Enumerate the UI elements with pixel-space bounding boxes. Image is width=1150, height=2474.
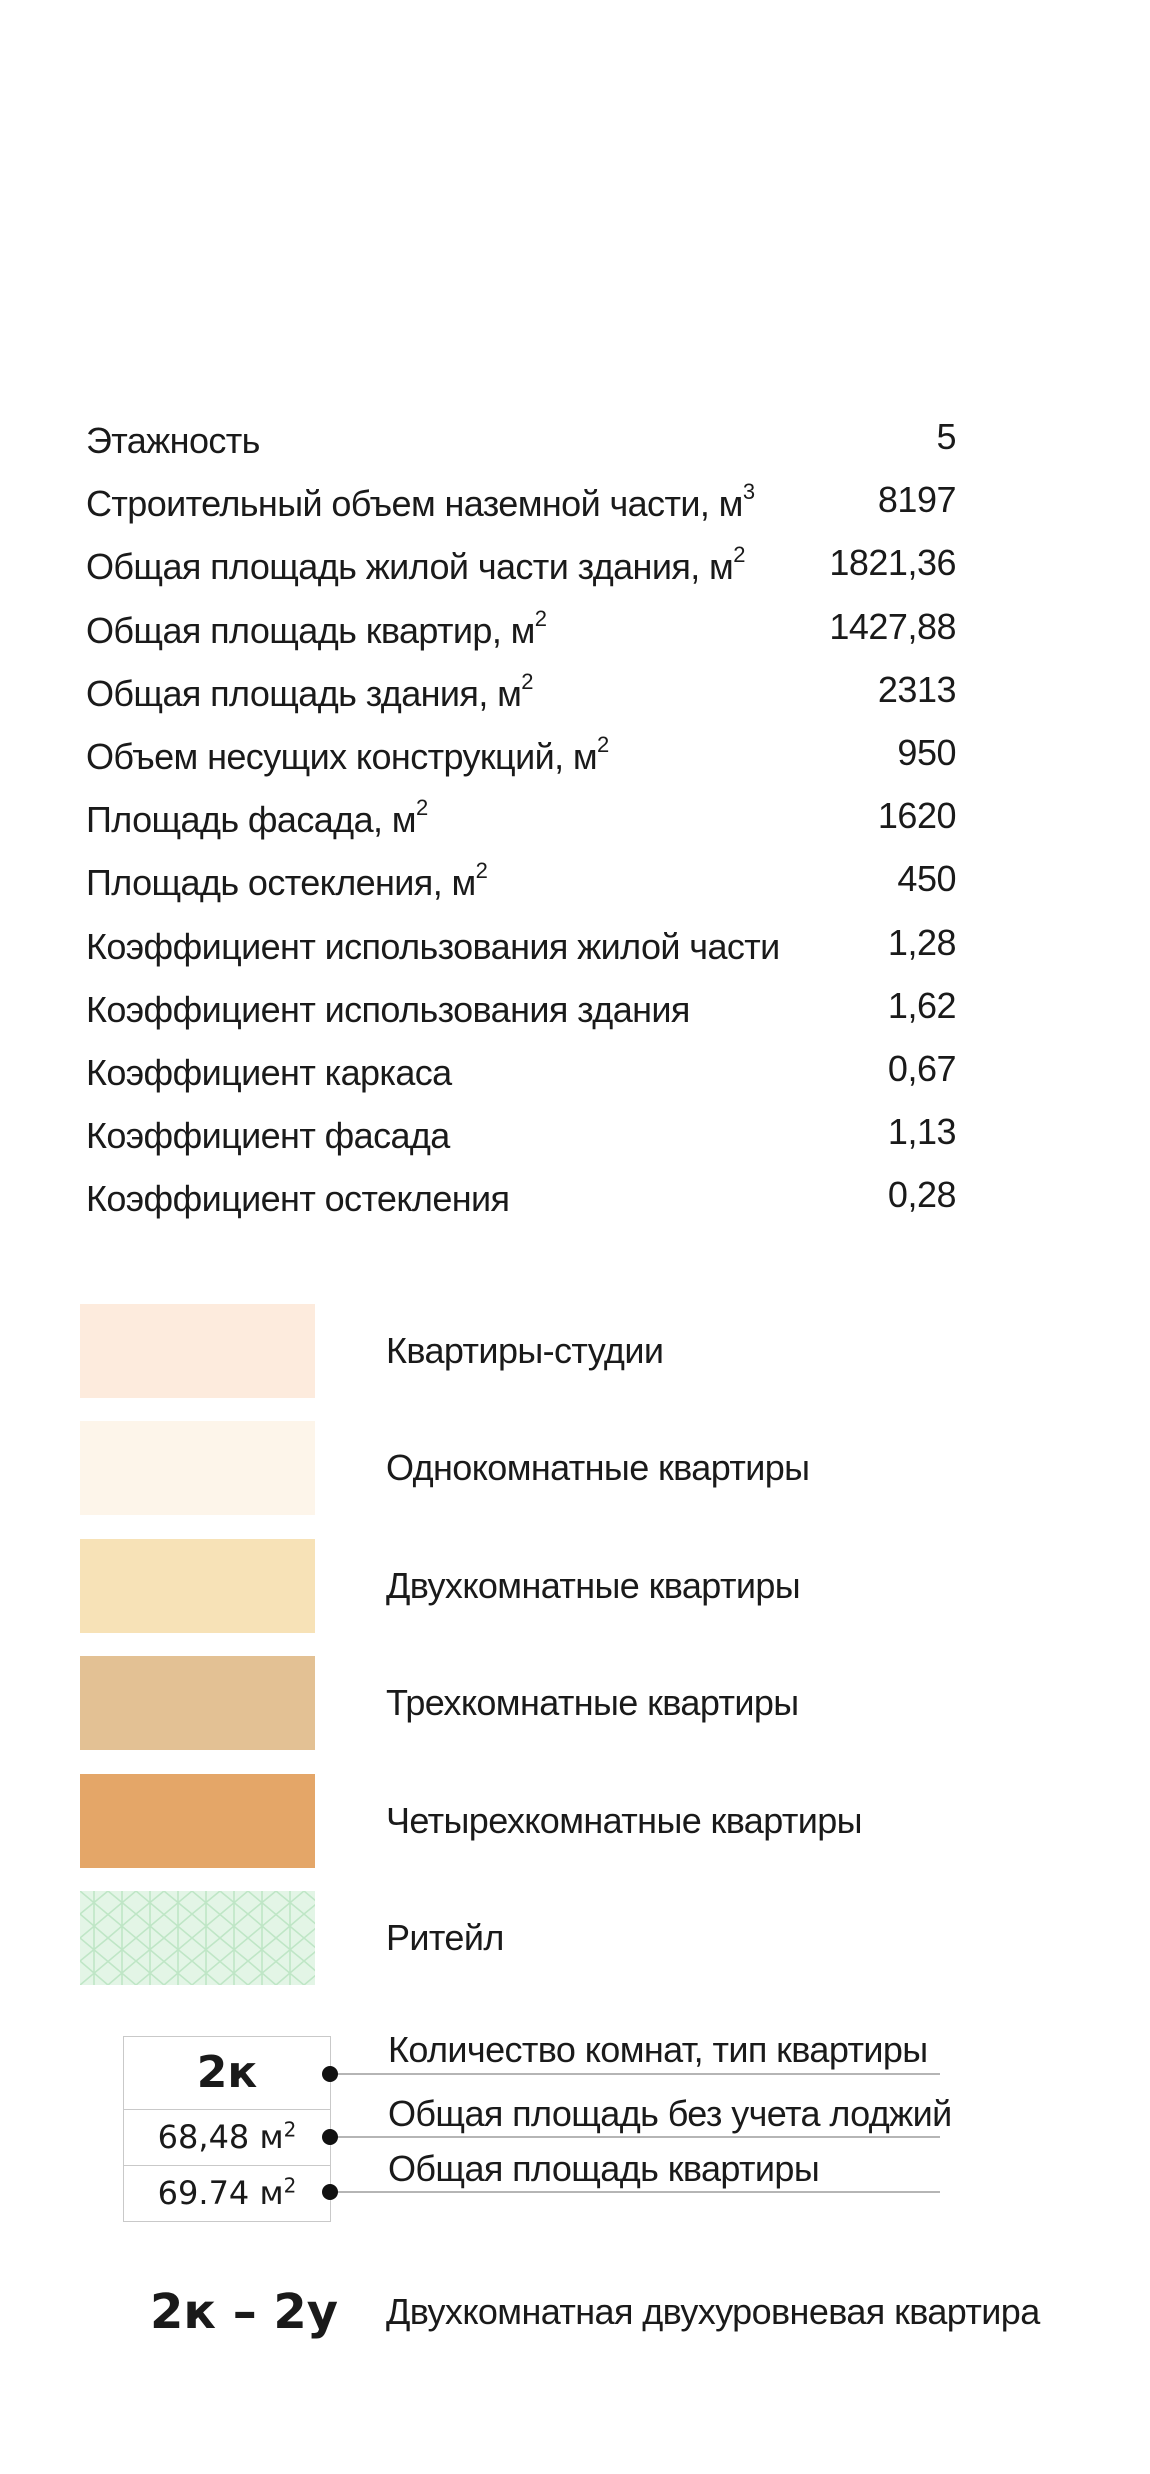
spec-label: Коэффициент остекления xyxy=(86,1178,510,1220)
spec-label: Общая площадь жилой части здания, $м^2$ xyxy=(86,542,745,588)
leader-dot-total-area xyxy=(322,2184,338,2200)
spec-value: 1821,36 xyxy=(829,542,956,584)
spec-label: Этажность xyxy=(86,420,260,461)
apartment-type-legend xyxy=(80,1304,1080,2008)
duplex-apartment-code: 2к – 2у xyxy=(150,2284,339,2340)
spec-row xyxy=(86,667,956,730)
label-apartment-type: Количество комнат, тип квартиры xyxy=(388,2029,928,2070)
spec-label: Коэффициент каркаса xyxy=(86,1051,452,1093)
spec-row xyxy=(86,856,956,919)
label-area-without-loggia: Общая площадь без учета лоджий xyxy=(388,2093,952,2134)
area-without-loggia-value: 68,48 $м^2$ xyxy=(124,2109,330,2166)
spec-row xyxy=(86,540,956,603)
spec-label: Объем несущих конструкций, $м^2$ xyxy=(86,731,609,777)
legend-label: Четырехкомнатные квартиры xyxy=(386,1799,862,1841)
spec-row xyxy=(86,477,956,540)
legend-swatch-pattern xyxy=(80,1891,315,1985)
spec-label: Коэффициент фасада xyxy=(86,1115,450,1157)
spec-value: 1,28 xyxy=(887,921,956,963)
spec-label: Коэффициент использования здания xyxy=(86,988,690,1030)
spec-value: 1,62 xyxy=(887,984,956,1026)
label-total-area: Общая площадь квартиры xyxy=(388,2148,820,2189)
spec-row xyxy=(86,730,956,793)
legend-item-retail xyxy=(80,1891,1080,2008)
spec-value: 0,28 xyxy=(887,1174,956,1216)
leader-line-area-without-loggia xyxy=(330,2136,940,2138)
legend-label: Квартиры-студии xyxy=(386,1330,664,1371)
spec-value: 1620 xyxy=(877,795,956,837)
spec-row xyxy=(86,920,956,983)
spec-row xyxy=(86,1046,956,1109)
legend-item-four-room xyxy=(80,1774,1080,1891)
spec-row xyxy=(86,1172,956,1235)
spec-label: Площадь остекления, $м^2$ xyxy=(86,858,488,904)
apartment-key-box xyxy=(123,2036,331,2222)
spec-value: 5 xyxy=(936,416,956,457)
spec-value: 0,67 xyxy=(887,1047,956,1089)
spec-value: 450 xyxy=(897,858,956,900)
spec-row xyxy=(86,604,956,667)
spec-row xyxy=(86,983,956,1046)
spec-value: 2313 xyxy=(877,668,956,710)
legend-item-three-room xyxy=(80,1656,1080,1773)
apartment-type-code: 2к xyxy=(124,2037,330,2110)
spec-label: Коэффициент использования жилой части xyxy=(86,925,780,967)
spec-label: Общая площадь здания, $м^2$ xyxy=(86,668,533,714)
spec-value: 1,13 xyxy=(887,1111,956,1153)
spec-label: Площадь фасада, $м^2$ xyxy=(86,795,428,841)
spec-label: Строительный объем наземной части, $м^3$ xyxy=(86,479,755,525)
legend-swatch xyxy=(80,1774,315,1868)
spec-label: Общая площадь квартир, $м^2$ xyxy=(86,605,547,651)
legend-swatch xyxy=(80,1539,315,1633)
legend-label: Однокомнатные квартиры xyxy=(386,1447,810,1489)
legend-label: Ритейл xyxy=(386,1916,504,1958)
legend-item-studio xyxy=(80,1304,1080,1421)
spec-value: 950 xyxy=(897,731,956,773)
legend-swatch xyxy=(80,1421,315,1515)
legend-label: Трехкомнатные квартиры xyxy=(386,1682,799,1724)
legend-swatch xyxy=(80,1656,315,1750)
spec-row xyxy=(86,1109,956,1172)
leader-dot-type xyxy=(322,2066,338,2082)
spec-row xyxy=(86,793,956,856)
spec-value: 1427,88 xyxy=(829,605,956,647)
building-specs-table xyxy=(86,414,956,1235)
legend-swatch xyxy=(80,1304,315,1398)
retail-hatch-pattern xyxy=(80,1891,315,1985)
legend-item-two-room xyxy=(80,1539,1080,1656)
duplex-apartment-label: Двухкомнатная двухуровневая квартира xyxy=(386,2291,1040,2332)
leader-line-type xyxy=(330,2073,940,2075)
spec-row xyxy=(86,414,956,477)
total-area-value: 69.74 $м^2$ xyxy=(157,2173,297,2212)
leader-dot-area-without-loggia xyxy=(322,2129,338,2145)
spec-value: 8197 xyxy=(877,479,956,521)
leader-line-total-area xyxy=(330,2191,940,2193)
legend-label: Двухкомнатные квартиры xyxy=(386,1564,801,1606)
legend-item-one-room xyxy=(80,1421,1080,1538)
